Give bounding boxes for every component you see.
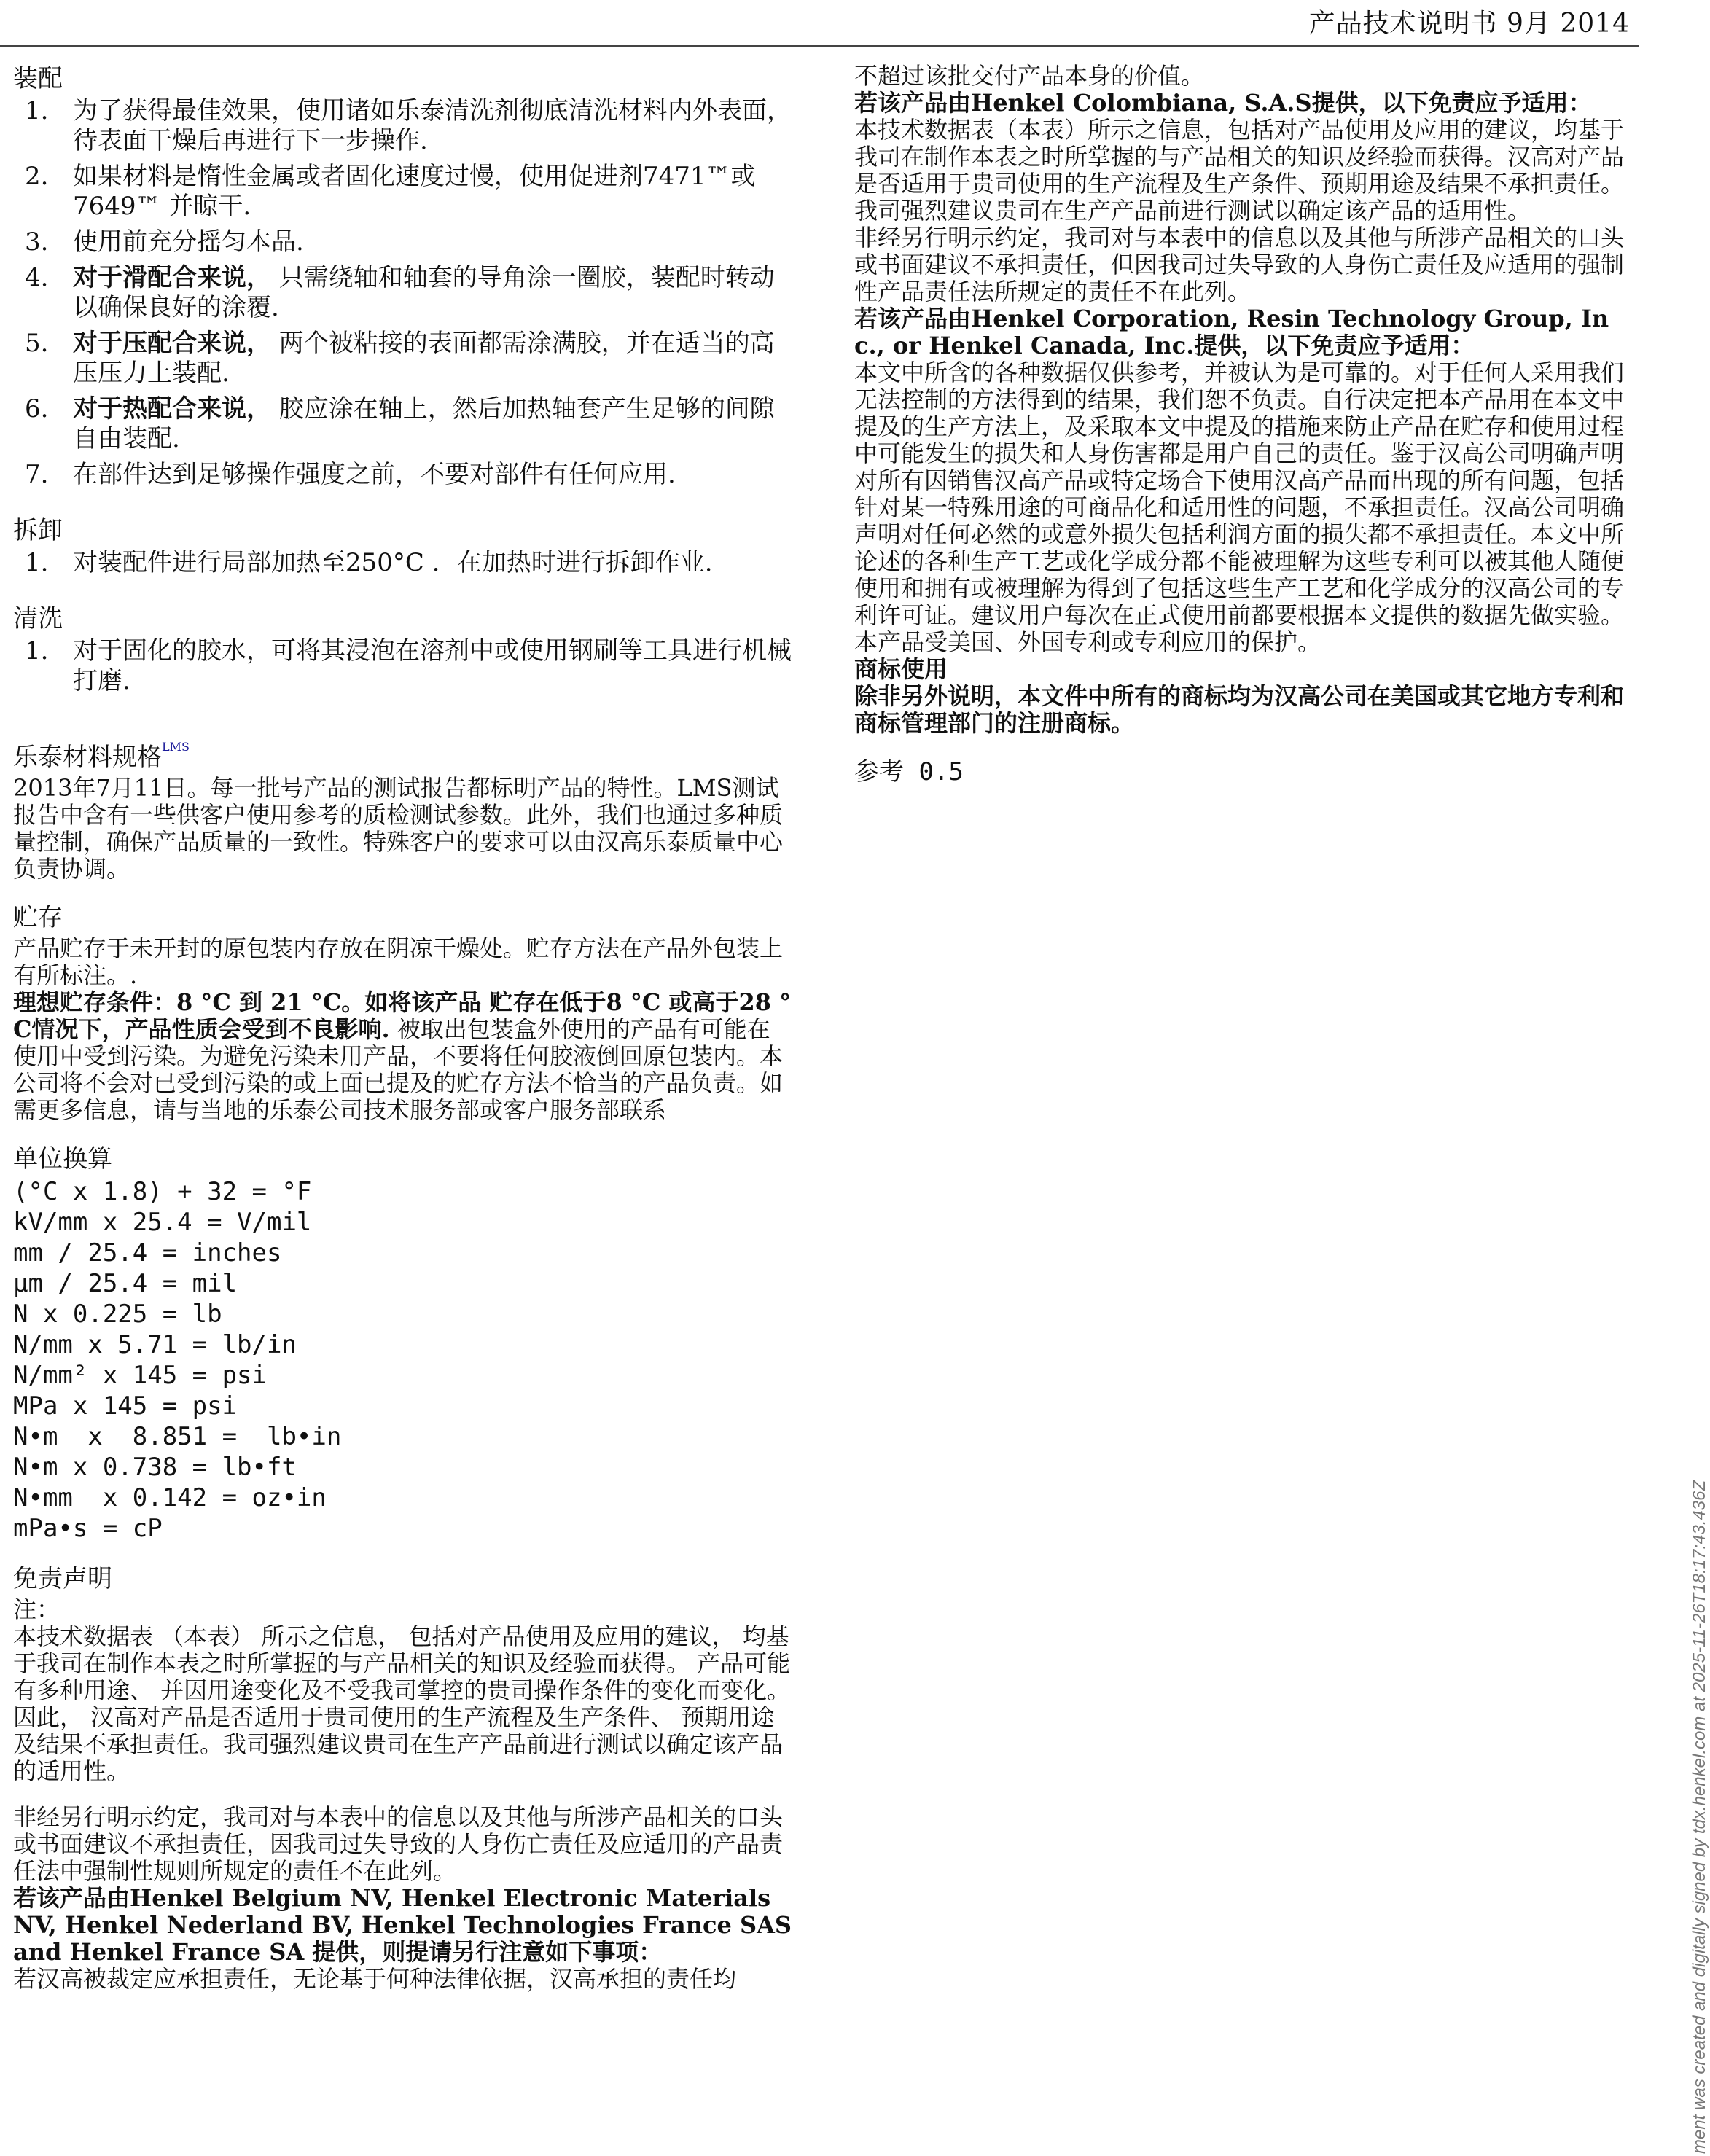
list-item: 1. 为了获得最佳效果，使用诸如乐泰清洗剂彻底清洗材料内外表面，待表面干燥后再进行下一步操作. [25,96,792,155]
colombiana-clause-text: 非经另行明示约定，我司对与本表中的信息以及其他与所涉产品相关的口头或书面建议不承担责任，但因我司过失导致的人身伤亡责任及应适用的强制性产品责任法所规定的责任不在此列。 [854,224,1625,305]
lms-title: 乐泰材料规格$^{LMS}$ [13,740,190,772]
conversion-line: N•m x 8.851 = lb•in [13,1422,342,1451]
disclaimer-title: 免责声明 [13,1564,112,1593]
conversion-line: N•m x 0.738 = lb•ft [13,1453,297,1482]
trademark-title: 商标使用 [854,655,948,683]
conversion-line: mm / 25.4 = inches [13,1238,282,1268]
storage-title: 贮存 [13,903,63,932]
disassembly-list [13,548,793,578]
cleanup-list [13,636,793,696]
storage-ideal-conditions: 理想贮存条件：8 °C 到 21 °C。如将该产品 贮存在低于8 °C 或高于28 °C情况下，产品性质会受到不良影响. [13,988,792,1043]
header-rule [0,45,1639,47]
assembly-section [13,63,793,490]
list-item: 1. 对装配件进行局部加热至250°C ．在加热时进行拆卸作业. [25,548,713,577]
conversion-line: N•mm x 0.142 = oz•in [13,1483,327,1512]
disclaimer-note-label: 注： [13,1595,60,1623]
storage-text: 产品贮存于未开封的原包装内存放在阴凉干燥处。贮存方法在产品外包装上有所标注。. 理想贮存条件：8 °C 到 21 °C。如将该产品 贮存在低于8 °C 或高于28 °C情况下，产品性质会受到不良影响. 被取出包装盒外使用的产品有可能在使用中受到污染。为避免污染未用产品，不要将任何胶液倒回原包装内。本公司将不会对已受到污染的或上面已提及的贮存方法不恰当的产品负责。如需更多信息，请与当地的乐泰公司技术服务部或客户服务部联系 [13,934,792,1124]
conversion-line: N x 0.225 = lb [13,1300,222,1329]
left-column [13,63,793,1993]
disclaimer-section [13,1563,793,1993]
conversion-line: mPa•s = cP [13,1514,163,1543]
disassembly-title: 拆卸 [13,516,63,545]
trademark-text: 除非另外说明，本文件中所有的商标均为汉高公司在美国或其它地方专利和商标管理部门的注册商标。 [854,682,1625,737]
conversion-line: N/mm² x 145 = psi [13,1361,267,1390]
document-header: 产品技术说明书 9月 2014 [1308,9,1630,39]
conversion-line: N/mm x 5.71 = lb/in [13,1330,297,1359]
conversion-line: (°C x 1.8) + 32 = °F [13,1177,312,1206]
list-item: 3. 使用前充分摇匀本品. [25,227,304,257]
lms-section [13,731,793,883]
conversion-line: kV/mm x 25.4 = V/mil [13,1208,312,1237]
conversion-line: MPa x 145 = psi [13,1391,238,1421]
disclaimer-paragraph: 非经另行明示约定，我司对与本表中的信息以及其他与所涉产品相关的口头或书面建议不承担责任，因我司过失导致的人身伤亡责任及应适用的产品责任法中强制性规则所规定的责任不在此列。 [13,1803,784,1885]
lms-text: 2013年7月11日。每一批号产品的测试报告都标明产品的特性。LMS测试报告中含有一些供客户使用参考的质检测试参数。此外，我们也通过多种质量控制，确保产品质量的一致性。特殊客户的要求可以由汉高乐泰质量中心负责协调。 [13,774,784,883]
disassembly-section [13,515,793,578]
belgium-clause-heading: 若该产品由Henkel Belgium NV, Henkel Electronic Materials NV, Henkel Nederland BV, Henkel Technologies France SAS and Henkel France SA 提供，则提请另行注意如下事项： [13,1884,792,1966]
assembly-title: 装配 [13,64,63,93]
conversions-title: 单位换算 [13,1144,112,1173]
assembly-list [13,96,793,490]
colombiana-clause-heading: 若该产品由Henkel Colombiana, S.A.S提供，以下免责应予适用： [854,89,1592,117]
corporation-clause-text: 本文中所含的各种数据仅供参考，并被认为是可靠的。对于任何人采用我们无法控制的方法得到的结果，我们恕不负责。自行决定把本产品用在本文中提及的生产方法上，及采取本文中提及的措施来防止产品在贮存和使用过程中可能发生的损失和人身伤害都是用户自己的责任。鉴于汉高公司明确声明对所有因销售汉高产品或特定场合下使用汉高产品而出现的所有问题，包括针对某一特殊用途的可商品化和适用性的问题，不承担责任。汉高公司明确声明对任何必然的或意外损失包括利润方面的损失都不承担责任。本文中所论述的各种生产工艺或化学成分都不能被理解为这些专利可以被其他人随便使用和拥有或被理解为得到了包括这些生产工艺和化学成分的汉高公司的专利许可证。建议用户每次在正式使用前都要根据本文提供的数据先做实验。本产品受美国、外国专利或专利应用的保护。 [854,359,1625,656]
conversion-line: µm / 25.4 = mil [13,1269,238,1298]
list-item: 2. 如果材料是惰性金属或者固化速度过慢，使用促进剂7471™或7649™ 并晾干. [25,162,756,221]
list-item: 4. 对于滑配合来说， 只需绕轴和轴套的导角涂一圈胶，装配时转动以确保良好的涂覆. [25,263,775,322]
colombiana-clause-text: 本技术数据表（本表）所示之信息，包括对产品使用及应用的建议，均基于我司在制作本表之时所掌握的与产品相关的知识及经验而获得。汉高对产品是否适用于贵司使用的生产流程及生产条件、预期用途及结果不承担责任。我司强烈建议贵司在生产产品前进行测试以确定该产品的适用性。 [854,116,1625,224]
list-item: 1. 对于固化的胶水，可将其浸泡在溶剂中或使用钢刷等工具进行机械打磨. [25,636,792,695]
reference-number: 参考 0.5 [854,757,964,786]
corporation-clause-heading: 若该产品由Henkel Corporation, Resin Technology Group, Inc., or Henkel Canada, Inc.提供，以下免责应予适用： [854,305,1609,359]
list-item: 5. 对于压配合来说， 两个被粘接的表面都需涂满胶，并在适当的高压压力上装配. [25,329,775,388]
digital-signature-watermark: ment was created and digitally signed by tdx.henkel.com at 2025-11-26T18:17:43.436Z [1690,1480,1709,2154]
conversions-section [13,1143,793,1544]
cleanup-title: 清洗 [13,604,63,633]
lms-superscript: LMS [162,740,190,754]
continued-text: 不超过该批交付产品本身的价值。 [854,62,1205,90]
list-item: 6. 对于热配合来说， 胶应涂在轴上，然后加热轴套产生足够的间隙自由装配. [25,394,775,453]
cleanup-section [13,603,793,696]
list-item: 7. 在部件达到足够操作强度之前，不要对部件有任何应用. [25,460,676,489]
right-column [854,63,1636,789]
storage-section [13,902,793,1124]
disclaimer-paragraph: 本技术数据表 （本表） 所示之信息， 包括对产品使用及应用的建议， 均基于我司在制作本表之时所掌握的与产品相关的知识及经验而获得。 产品可能有多种用途、 并因用途变化及不受我司掌控的贵司操作条件的变化而变化。 因此， 汉高对产品是否适用于贵司使用的生产流程及生产条件、 预期用途及结果不承担责任。我司强烈建议贵司在生产产品前进行测试以确定该产品的适用性。 [13,1622,791,1785]
belgium-clause-text: 若汉高被裁定应承担责任，无论基于何种法律依据，汉高承担的责任均 [13,1965,737,1993]
